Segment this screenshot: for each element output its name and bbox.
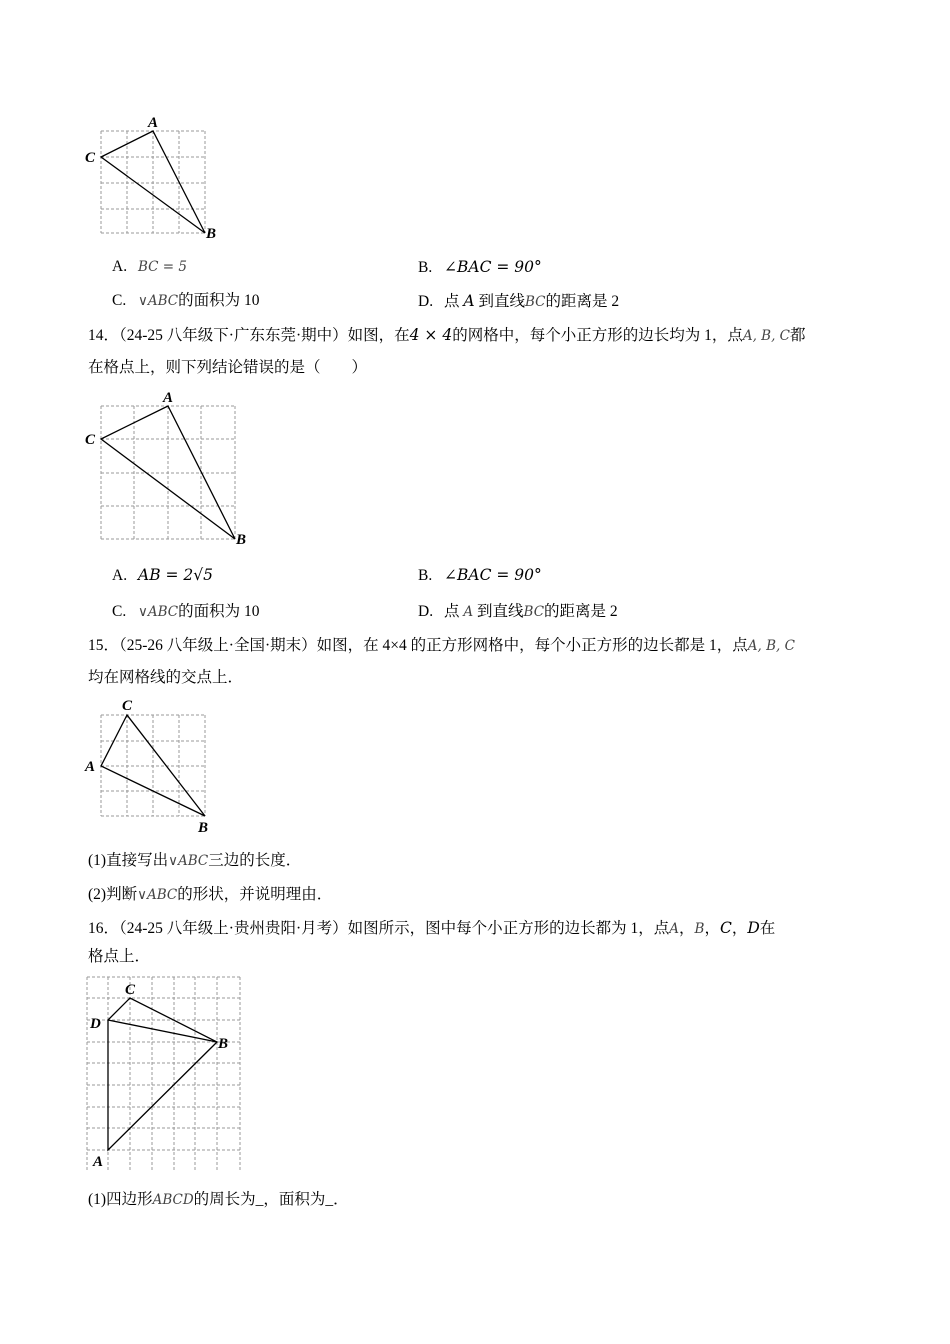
q13-grid — [101, 131, 205, 233]
q13-option-c-text: 的面积为 10 — [178, 292, 260, 309]
q16-point-a: A — [669, 921, 679, 937]
q14-option-c[interactable] — [112, 601, 260, 623]
q16-sub1-pre: (1)四边形 — [88, 1191, 153, 1208]
q14-option-b[interactable] — [418, 564, 542, 587]
q14-option-a[interactable] — [112, 564, 213, 587]
q14-stem-line2-text: 在格点上，则下列结论错误的是（ ） — [88, 359, 368, 376]
q15-sub1-tri: ∨ABC — [168, 853, 209, 869]
q16-point-c: C — [719, 919, 732, 937]
q16-figure — [80, 970, 255, 1170]
q16-grid — [87, 977, 240, 1170]
q15-sub1 — [88, 850, 301, 872]
q16-stem-pre: 16．（24-25 八年级上·贵州贵阳·月考）如图所示，图中每个小正方形的边长都为 1，点 — [88, 920, 670, 937]
q16-diagonal-bd — [108, 1020, 217, 1042]
q13-label-c: C — [85, 150, 96, 166]
q13-option-a-letter: A. — [112, 258, 128, 275]
q13-label-a: A — [148, 115, 159, 131]
q14-option-c-tri: ∨ABC — [138, 604, 179, 620]
q16-stem-post: 在 — [759, 920, 776, 937]
q14-points: A, B, C — [742, 328, 791, 344]
q16-label-a: A — [93, 1154, 104, 1170]
q13-option-d-post: 的距离是 2 — [545, 293, 620, 310]
q13-option-c-tri: ∨ABC — [138, 293, 179, 309]
q15-label-b: B — [198, 820, 209, 834]
q14-figure — [80, 386, 260, 551]
q13-option-b[interactable] — [418, 256, 542, 279]
q16-point-b: B — [694, 921, 705, 937]
q13-option-a-math: BC = 5 — [138, 259, 187, 275]
q14-option-c-letter: C. — [112, 603, 127, 620]
q13-option-d-mid: 到直线 — [478, 293, 525, 310]
q14-option-d-bc: BC — [523, 604, 545, 620]
q15-stem-line2 — [88, 667, 243, 689]
q16-point-d: D — [747, 919, 760, 937]
q14-label-a: A — [163, 390, 174, 406]
q13-option-d[interactable] — [418, 290, 619, 313]
q14-option-d-pt: A — [463, 604, 474, 620]
q15-sub2-tri: ∨ABC — [137, 887, 178, 903]
q14-stem-pre: 14．（24-25 八年级下·广东东莞·期中）如图，在 — [88, 327, 410, 344]
q13-option-d-pre: 点 — [444, 293, 460, 310]
q16-label-c: C — [125, 982, 136, 998]
q15-points: A, B, C — [747, 638, 795, 654]
q14-label-c: C — [85, 432, 96, 448]
q13-figure — [80, 112, 230, 247]
q14-label-b: B — [236, 532, 247, 548]
q16-label-b: B — [218, 1036, 229, 1052]
q16-sub1-post: 的周长为_，面积为_． — [193, 1191, 349, 1208]
q14-option-a-letter: A. — [112, 567, 128, 584]
q15-sub2-pre: (2)判断 — [88, 886, 138, 903]
q14-stem-line1 — [88, 324, 806, 347]
q14-option-b-letter: B. — [418, 567, 433, 584]
q14-option-c-text: 的面积为 10 — [178, 603, 260, 620]
q15-sub2 — [88, 884, 332, 906]
q13-option-b-letter: B. — [418, 259, 433, 276]
q14-grid-size: 4 × 4 — [409, 326, 453, 344]
q15-label-c: C — [122, 698, 133, 714]
q14-stem-mid: 的网格中，每个小正方形的边长均为 1，点 — [452, 327, 743, 344]
q16-sep-2: ， — [704, 920, 720, 937]
q13-label-b: B — [206, 226, 217, 242]
q15-stem-line2-text: 均在网格线的交点上． — [88, 669, 244, 686]
q15-stem-pre: 15．（25-26 八年级上·全国·期末）如图，在 4×4 的正方形网格中，每个小正方形的边长都是 1，点 — [88, 637, 748, 654]
q14-option-d-mid: 到直线 — [477, 603, 524, 620]
q16-sep-1: ， — [679, 920, 695, 937]
q15-sub1-pre: (1)直接写出 — [88, 852, 169, 869]
q16-quadrilateral — [108, 998, 217, 1150]
q13-option-c-letter: C. — [112, 292, 127, 309]
q14-option-d-post: 的距离是 2 — [544, 603, 618, 620]
q14-stem-line2 — [88, 357, 367, 379]
q13-option-c[interactable] — [112, 290, 260, 312]
q16-sub1-quad: ABCD — [152, 1192, 194, 1208]
q15-sub2-post: 的形状，并说明理由． — [177, 886, 333, 903]
q16-stem-line2-text: 格点上． — [88, 948, 151, 965]
q16-label-d: D — [90, 1016, 101, 1032]
q16-sep-3: ， — [731, 920, 748, 937]
q15-grid — [101, 715, 205, 816]
q16-stem-line1 — [88, 917, 775, 940]
q14-option-d-letter: D. — [418, 603, 434, 620]
q15-stem-line1 — [88, 635, 795, 657]
q13-option-d-bc: BC — [524, 294, 546, 310]
q13-option-d-letter: D. — [418, 293, 434, 310]
q13-option-d-pt: A — [463, 292, 475, 310]
q14-stem-post: 都 — [790, 327, 806, 344]
q14-grid — [101, 406, 235, 539]
q15-figure — [80, 694, 230, 834]
q16-sub1 — [88, 1189, 349, 1211]
q13-option-a[interactable] — [112, 256, 187, 278]
q13-option-b-math: ∠BAC = 90° — [444, 258, 542, 276]
q14-option-b-math: ∠BAC = 90° — [444, 566, 542, 584]
q14-option-d-pre: 点 — [444, 603, 460, 620]
q15-label-a: A — [85, 759, 96, 775]
q14-option-d[interactable] — [418, 601, 618, 623]
q16-stem-line2 — [88, 946, 150, 968]
q14-option-a-math: AB = 2√5 — [138, 566, 214, 584]
q15-sub1-post: 三边的长度． — [208, 852, 302, 869]
